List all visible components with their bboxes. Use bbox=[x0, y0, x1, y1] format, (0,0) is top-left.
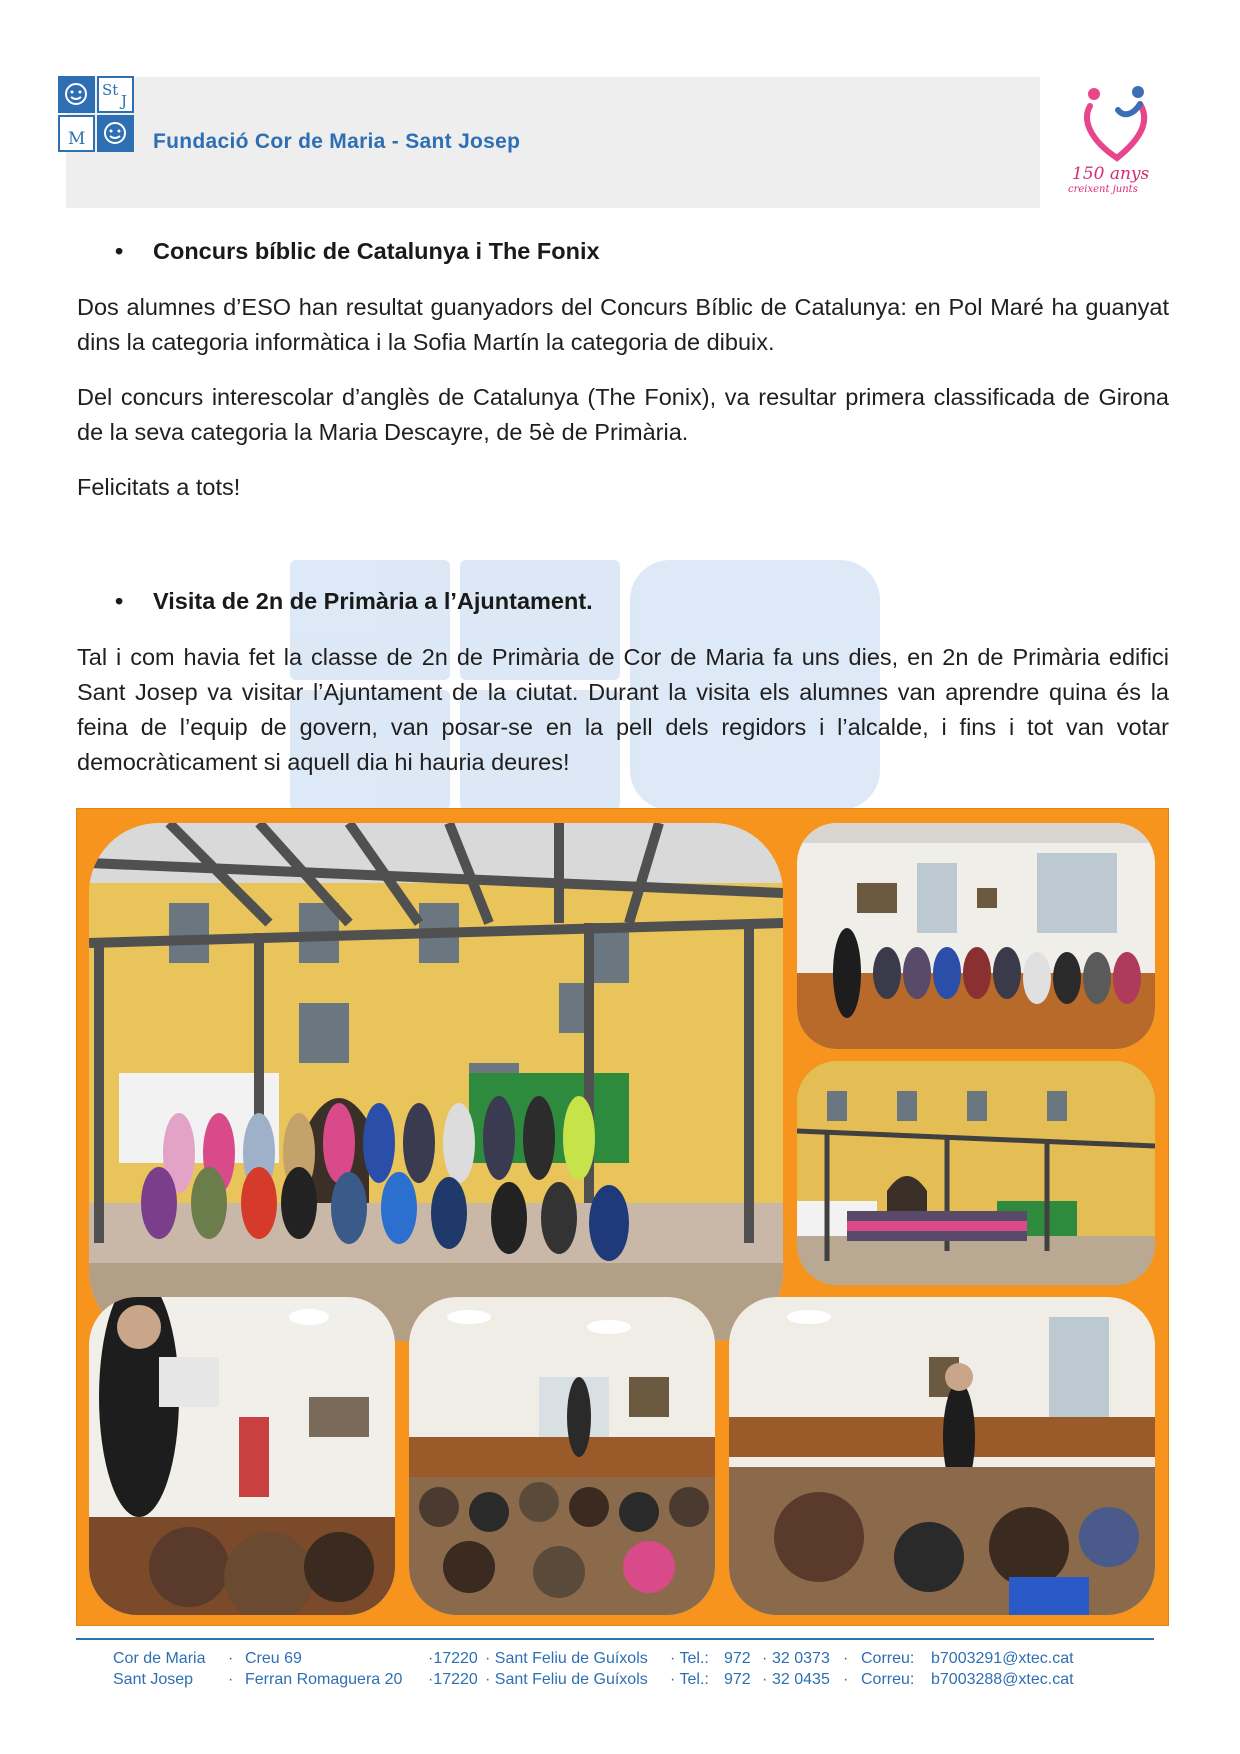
logo-letter-m: M bbox=[68, 129, 86, 149]
footer-separator: · bbox=[228, 1671, 234, 1688]
bullet-icon: • bbox=[115, 588, 124, 614]
footer-divider bbox=[76, 1638, 1154, 1640]
footer-tel-separator: · bbox=[762, 1650, 768, 1667]
photo-teacher-speaking bbox=[729, 1297, 1155, 1615]
footer-city: · Sant Feliu de Guíxols bbox=[485, 1650, 648, 1667]
footer-tel-number: 32 0373 bbox=[772, 1650, 830, 1667]
bullet-icon: • bbox=[115, 238, 124, 264]
section-title-text: Concurs bíblic de Catalunya i The Fonix bbox=[153, 238, 600, 264]
footer-mail-label: Correu: bbox=[861, 1650, 915, 1667]
footer-email-link[interactable]: b7003288@xtec.cat bbox=[931, 1671, 1074, 1688]
footer-street: Ferran Romaguera 20 bbox=[245, 1671, 403, 1688]
photo-group-town-hall bbox=[89, 823, 783, 1341]
photo-council-hall-class bbox=[409, 1297, 715, 1615]
footer-tel-label: · Tel.: bbox=[670, 1671, 709, 1688]
section-title-town-hall-visit bbox=[115, 588, 593, 615]
anniversary-main-text: 150 anys bbox=[1072, 164, 1150, 184]
logo-letter-st: St bbox=[102, 81, 119, 99]
footer-tel-prefix: 972 bbox=[724, 1671, 751, 1688]
footer-school-name: Sant Josep bbox=[113, 1671, 194, 1688]
footer-postal-code: ·17220 bbox=[428, 1650, 478, 1667]
paragraph-bible-winners: Dos alumnes d’ESO han resultat guanyadors del Concurs Bíblic de Catalunya: en Pol Maré ha guanyat dins la categoria informàtica i la Sofia Martín la categoria de dibuix. bbox=[77, 294, 1169, 355]
photo-indoor-session bbox=[797, 823, 1155, 1049]
footer-tel-number: 32 0435 bbox=[772, 1671, 830, 1688]
footer-school-name: Cor de Maria bbox=[113, 1650, 206, 1667]
smiley-icon bbox=[64, 82, 88, 106]
footer-mail-label: Correu: bbox=[861, 1671, 915, 1688]
section-title-text: Visita de 2n de Primària a l’Ajuntament. bbox=[153, 588, 593, 614]
paragraph-congratulations: Felicitats a tots! bbox=[77, 474, 241, 500]
footer-tel-prefix: 972 bbox=[724, 1650, 751, 1667]
paragraph-town-hall-visit: Tal i com havia fet la classe de 2n de Primària de Cor de Maria fa uns dies, en 2n de Primària edifici Sant Josep va visitar l’Ajuntament de la ciutat. Durant la visita els alumnes van aprendre quina és la feina de l’equip de govern, van posar-se en la pell dels regidors i l’alcalde, i fins i tot van votar democràticament si aquell dia hi hauria deures! bbox=[77, 644, 1169, 775]
footer-postal-code: ·17220 bbox=[428, 1671, 478, 1688]
footer-separator: · bbox=[228, 1650, 234, 1667]
footer-email-link[interactable]: b7003291@xtec.cat bbox=[931, 1650, 1074, 1667]
photo-group-wide bbox=[797, 1061, 1155, 1285]
paragraph-fonix-winner: Del concurs interescolar d’anglès de Catalunya (The Fonix), va resultar primera classificada de Girona de la seva categoria la Maria Descayre, de 5è de Primària. bbox=[77, 384, 1169, 445]
footer-tel-separator: · bbox=[762, 1671, 768, 1688]
logo-letter-j: J bbox=[121, 92, 128, 110]
smiley-icon bbox=[103, 121, 127, 145]
footer-city: · Sant Feliu de Guíxols bbox=[485, 1671, 648, 1688]
foundation-logo bbox=[58, 76, 134, 152]
footer-mail-separator: · bbox=[843, 1650, 849, 1667]
section-title-bible-contest bbox=[115, 238, 600, 265]
heart-figures-icon bbox=[1080, 84, 1154, 164]
footer-tel-label: · Tel.: bbox=[670, 1650, 709, 1667]
footer-street: Creu 69 bbox=[245, 1650, 302, 1667]
photo-council-presenter bbox=[89, 1297, 395, 1615]
anniversary-sub-text: creixent junts bbox=[1068, 184, 1138, 195]
photo-collage bbox=[76, 808, 1169, 1626]
foundation-name: Fundació Cor de Maria - Sant Josep bbox=[153, 130, 521, 153]
footer-mail-separator: · bbox=[843, 1671, 849, 1688]
